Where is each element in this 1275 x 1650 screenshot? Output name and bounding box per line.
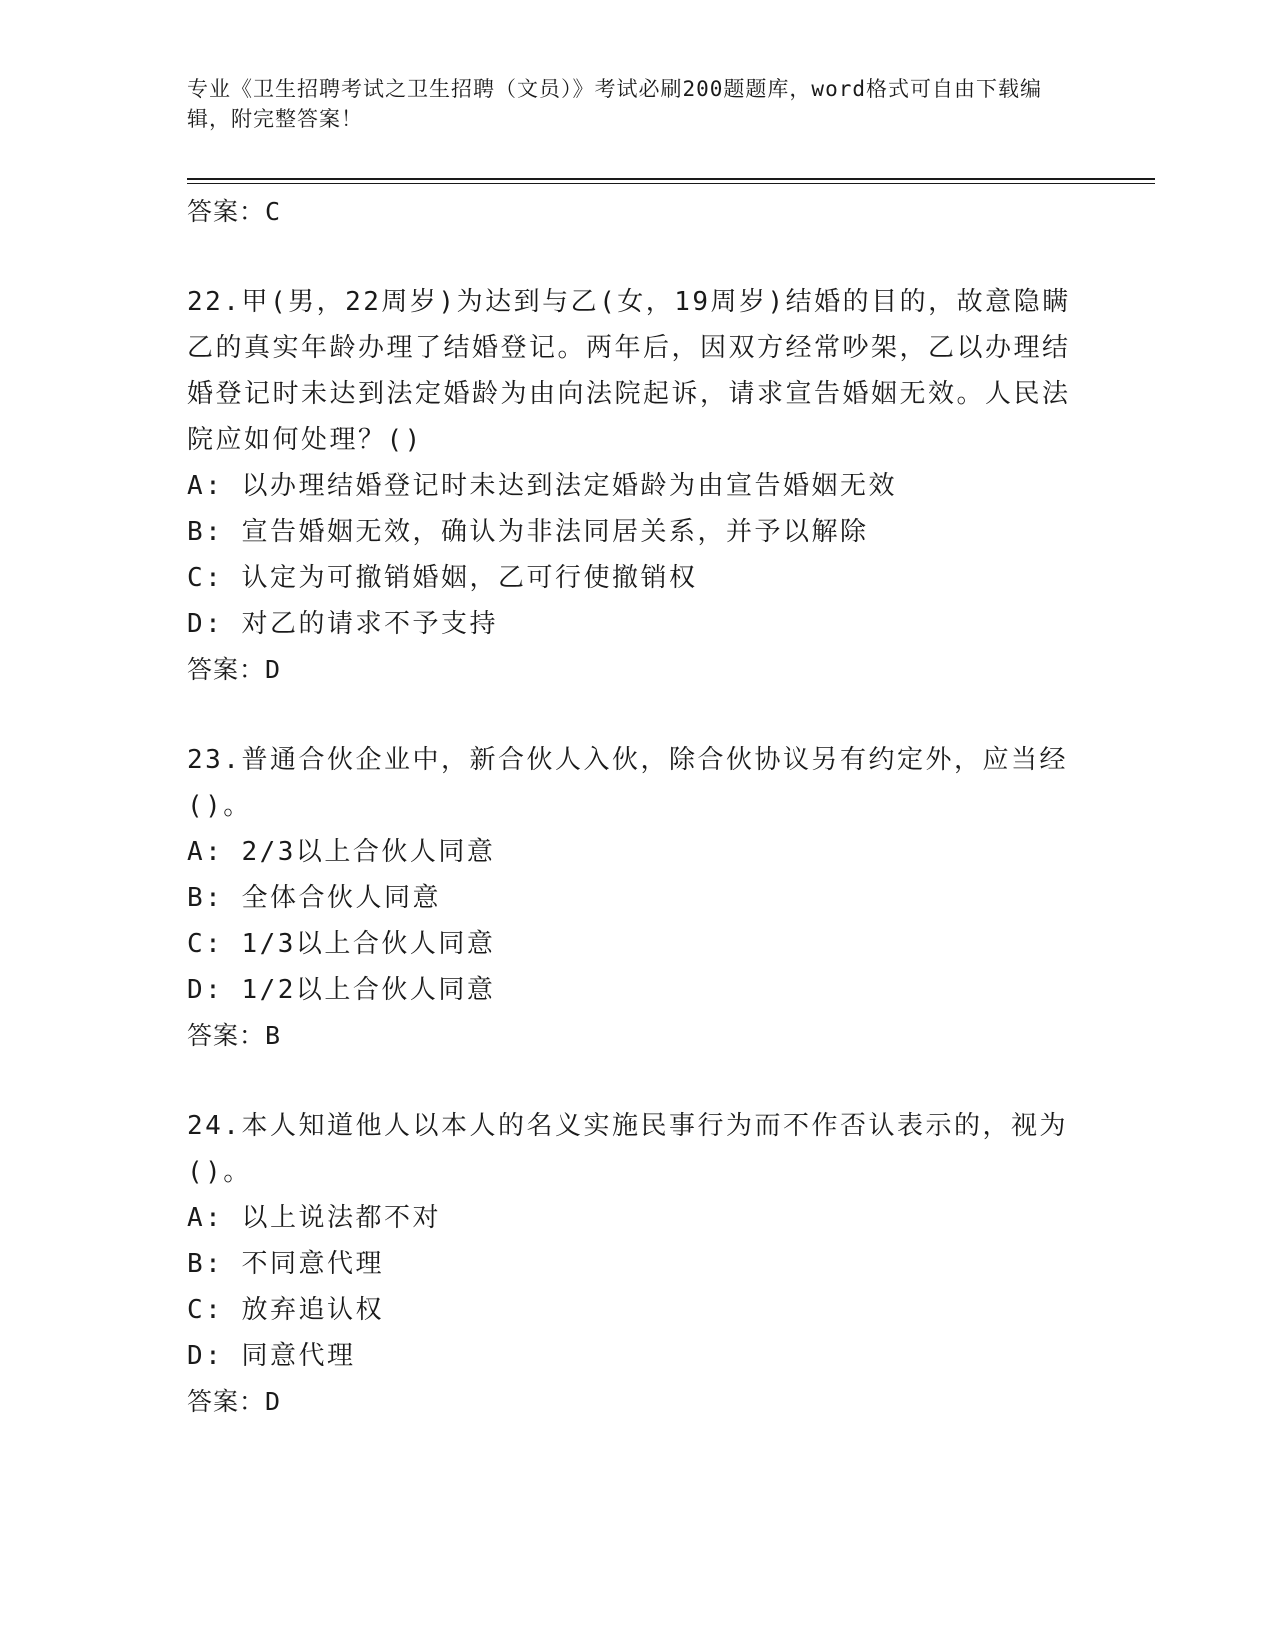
- spacer: [187, 235, 1082, 279]
- question-text: 24.本人知道他人以本人的名义实施民事行为而不作否认表示的，视为()。: [187, 1111, 1068, 1187]
- document-body: [187, 189, 1082, 1425]
- option-b: B: 宣告婚姻无效，确认为非法同居关系，并予以解除: [187, 517, 869, 547]
- question-24: [187, 1103, 1082, 1425]
- option-c: C: 放弃追认权: [187, 1295, 384, 1325]
- option-a: A: 以上说法都不对: [187, 1203, 441, 1233]
- question-answer: 答案：D: [187, 655, 282, 684]
- spacer: [187, 1059, 1082, 1103]
- option-c: C: 1/3以上合伙人同意: [187, 929, 496, 959]
- previous-answer: 答案：C: [187, 197, 282, 226]
- question-text: 22.甲(男，22周岁)为达到与乙(女，19周岁)结婚的目的，故意隐瞒乙的真实年龄办理了结婚登记。两年后，因双方经常吵架，乙以办理结婚登记时未达到法定婚龄为由向法院起诉，请求宣告婚姻无效。人民法院应如何处理？(): [187, 287, 1071, 455]
- question-answer: 答案：B: [187, 1021, 282, 1050]
- option-a: A: 以办理结婚登记时未达到法定婚龄为由宣告婚姻无效: [187, 471, 897, 501]
- option-d: D: 对乙的请求不予支持: [187, 609, 498, 639]
- option-b: B: 不同意代理: [187, 1249, 384, 1279]
- option-a: A: 2/3以上合伙人同意: [187, 837, 496, 867]
- option-d: D: 同意代理: [187, 1341, 356, 1371]
- question-text: 23.普通合伙企业中，新合伙人入伙，除合伙协议另有约定外，应当经()。: [187, 745, 1068, 821]
- question-22: [187, 279, 1082, 693]
- option-d: D: 1/2以上合伙人同意: [187, 975, 496, 1005]
- header-divider-thick: [187, 178, 1155, 180]
- option-b: B: 全体合伙人同意: [187, 883, 441, 913]
- option-c: C: 认定为可撤销婚姻，乙可行使撤销权: [187, 563, 698, 593]
- question-answer: 答案：D: [187, 1387, 282, 1416]
- document-header: 专业《卫生招聘考试之卫生招聘（文员）》考试必刷200题题库，word格式可自由下载编辑，附完整答案！: [187, 77, 1042, 131]
- question-23: [187, 737, 1082, 1059]
- header-divider-thin: [187, 183, 1155, 184]
- spacer: [187, 693, 1082, 737]
